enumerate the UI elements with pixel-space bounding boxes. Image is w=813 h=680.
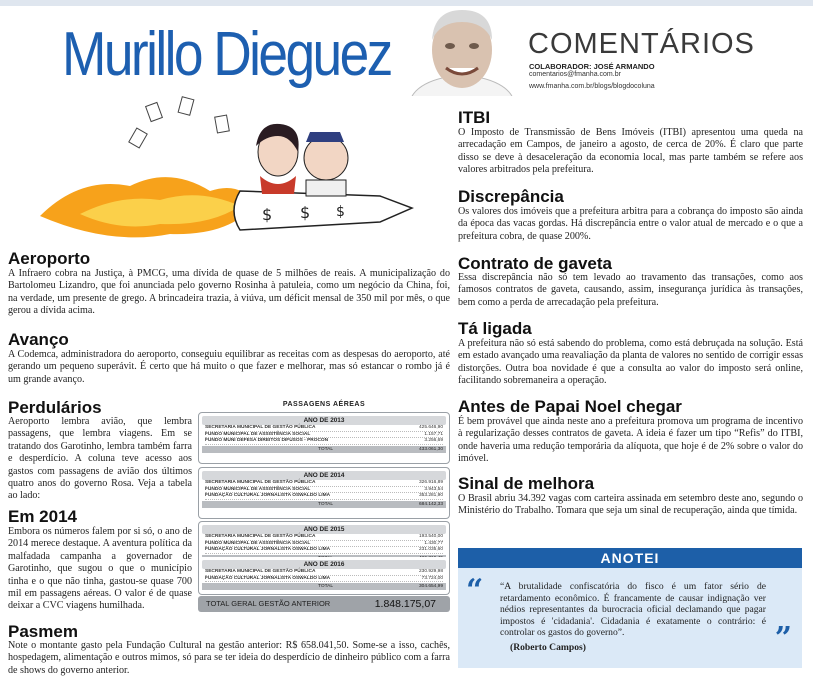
row-value: 1.157,71	[424, 431, 443, 437]
body-itbi: O Imposto de Transmissão de Bens Imóveis (ITBI) apresentou uma queda na arrecadação em Campos, de janeiro a agosto, de cerca de 20%. É claro que parte disso se deve à desaceleração da economia local, mas parte também se refere aos valores arbitrados pela prefeitura.	[458, 127, 803, 176]
grand-total-value: 1.848.175,07	[374, 598, 436, 610]
row-label: FUNDO MUNICIPAL DE ASSISTÊNCIA SOCIAL	[205, 540, 311, 546]
total-value: 433.061,30	[418, 447, 443, 453]
heading-discrepancia: Discrepância	[458, 187, 564, 206]
row-value: 193.540,00	[418, 534, 443, 539]
section-title: COMENTÁRIOS	[528, 28, 755, 60]
row-value: 230.929,98	[418, 569, 443, 574]
year-label: ANO DE 2013	[202, 416, 446, 425]
body-perdularios: Aeroporto lembra avião, que lembra passagens, que lembra viagens. Em se tratando dos Garotinho, lembra também farra e desperdício. A coluna teve acesso aos gastos com passagens de avião dos últimos quatro anos do governo Rosa. Veja a tabela ao lado:	[8, 416, 192, 502]
quote-author: (Roberto Campos)	[510, 642, 586, 653]
heading-contrato-de-gaveta: Contrato de gaveta	[458, 254, 612, 273]
year-label: ANO DE 2015	[202, 525, 446, 534]
body-avanco: A Codemca, administradora do aeroporto, conseguiu equilibrar as receitas com as despesas do aeroporto, até gerando um pequeno superávit. É certo que há muito o que fazer e melhorar, mas só estancar o rombo já é um grande avanço.	[8, 349, 450, 385]
heading-itbi: ITBI	[458, 108, 491, 127]
body-pasmem: Note o montante gasto pela Fundação Cultural na gestão anterior: R$ 658.041,50. Some-se a isso, cachês, hospedagem, alimentação e outros mimos, só para se ter ideia do desperdício de dinheiro público com a farra de shows do governo anterior.	[8, 640, 450, 676]
table-row	[205, 438, 443, 445]
row-label: SECRETARIA MUNICIPAL DE GESTÃO PÚBLICA	[205, 534, 316, 539]
anotei-title: ANOTEI	[458, 548, 802, 568]
blog-url[interactable]: www.fmanha.com.br/blogs/blogdocoluna	[529, 83, 655, 90]
anotei-quote-box	[458, 548, 802, 668]
table-row	[205, 425, 443, 432]
columnist-name: Murillo Dieguez	[62, 20, 391, 89]
year-block-2013	[198, 412, 450, 464]
row-value: 425.646,90	[418, 425, 443, 430]
row-label: FUNDAÇÃO CULTURAL JORNALISTA OSWALDO LIMA	[205, 493, 331, 499]
body-em2014: Embora os números falem por si só, o ano de 2014 merece destaque. A aventura política da malfadada campanha a governador de Garotinho, que sugou o que o município tinha e o que não tinha, gastou-se quase 700 mil em passagens aéreas. O valor é de quase deixar a CVC viagens humilhada.	[8, 526, 192, 612]
total-value: 304.654,99	[418, 584, 443, 590]
row-label: FUNDO MUNI DEFESA DIREITOS DIFUSOS - PROCON	[205, 438, 329, 444]
table-row	[205, 493, 443, 500]
year-total	[202, 446, 446, 453]
body-contrato-de-gaveta: Essa discrepância não só tem levado ao travamento das transações, como aos famosos contratos de gaveta, causando, assim, insegurança jurídica às transações, bem como a perda de arrecadação pela prefeitura.	[458, 272, 803, 308]
grand-total-label: TOTAL GERAL GESTÃO ANTERIOR	[206, 599, 331, 608]
body-discrepancia: Os valores dos imóveis que a prefeitura arbitra para a cobrança do imposto são ainda da época das vacas gordas. Há discrepância entre o valor atual de mercado e o que a prefeitura cobra, de quase 200%.	[458, 206, 803, 242]
heading-pasmem: Pasmem	[8, 622, 78, 641]
row-label: FUNDAÇÃO CULTURAL JORNALISTA OSWALDO LIMA	[205, 547, 331, 553]
row-label: FUNDAÇÃO CULTURAL JORNALISTA OSWALDO LIMA	[205, 575, 331, 581]
row-value: 1.430,77	[424, 540, 443, 546]
heading-avanco: Avanço	[8, 330, 69, 349]
body-antes-de-papai-noel: É bem provável que ainda neste ano a prefeitura promova um programa de incentivo à regularização desses contratos de gaveta. A ideia é fazer um tipo “Refis” do ITBI, onde haveria uma redução temporária da alíquota, que hoje é de 2% sobre o valor do imóvel.	[458, 416, 803, 465]
total-label: TOTAL	[318, 584, 334, 590]
heading-aeroporto: Aeroporto	[8, 249, 91, 268]
year-total	[202, 501, 446, 508]
year-label: ANO DE 2016	[202, 560, 446, 569]
row-value: 73.724,00	[421, 575, 443, 581]
table-row	[205, 569, 443, 576]
contact-email[interactable]: comentarios@fmanha.com.br	[529, 71, 621, 78]
row-value: 353.281,90	[418, 493, 443, 499]
table-title: PASSAGENS AÉREAS	[282, 401, 366, 408]
passagens-aereas-table	[198, 399, 450, 613]
quote-text: “A brutalidade confiscatória do fisco é um fator sério de retardamento econômico. É francamente de causar indignação ver nédios representantes da burocracia oficial declamando que pagar impostos é 'cidadania'. Cidadania é exatamente o contrário: é controlar os gastos do governo”.	[500, 581, 766, 639]
year-total	[202, 583, 446, 590]
table-row	[205, 547, 443, 554]
close-quote-icon: ”	[774, 621, 792, 656]
row-value: 3.256,69	[424, 438, 443, 444]
row-label: FUNDO MUNICIPAL DE ASSISTÊNCIA SOCIAL	[205, 431, 311, 437]
row-value: 231.035,60	[418, 547, 443, 553]
body-sinal-de-melhora: O Brasil abriu 34.392 vagas com carteira assinada em setembro deste ano, segundo o Ministério do Trabalho. Tomara que seja um sinal de recuperação, ainda que tímida.	[458, 493, 803, 517]
year-label: ANO DE 2014	[202, 471, 446, 480]
collaborator-credit: COLABORADOR: JOSÉ ARMANDO	[529, 62, 655, 71]
heading-perdularios: Perdulários	[8, 398, 102, 417]
row-value: 326.916,89	[418, 480, 443, 485]
body-aeroporto: A Infraero cobra na Justiça, à PMCG, uma dívida de quase de 5 milhões de reais. A municipalização do Bartolomeu Lizandro, que foi anunciada pelo governo Rosinha à patuleia, como um negócio da China, foi, na verdade, um presente de grego. A brincadeira trazia, à viúva, um déficit mensal de 350 mil por mês, o que gerou a dívida acima.	[8, 268, 450, 317]
row-label: SECRETARIA MUNICIPAL DE GESTÃO PÚBLICA	[205, 425, 316, 430]
grand-total-bar	[198, 596, 450, 612]
heading-em2014: Em 2014	[8, 507, 77, 526]
table-row	[205, 576, 443, 583]
row-value: 3.943,54	[424, 486, 443, 492]
row-label: SECRETARIA MUNICIPAL DE GESTÃO PÚBLICA	[205, 480, 316, 485]
total-label: TOTAL	[318, 502, 334, 508]
year-block-2014	[198, 467, 450, 519]
total-value: 684.142,33	[418, 502, 443, 508]
heading-sinal-de-melhora: Sinal de melhora	[458, 474, 595, 493]
columnist-portrait	[404, 6, 522, 96]
heading-antes-de-papai-noel: Antes de Papai Noel chegar	[458, 397, 682, 416]
total-label: TOTAL	[318, 447, 334, 453]
table-row	[205, 534, 443, 541]
heading-ta-ligada: Tá ligada	[458, 319, 532, 338]
body-ta-ligada: A prefeitura não só está sabendo do problema, como está debruçada na solução. Está em estado avançado uma reavaliação da planta de valores no sentido de corrigir essas distorções. Outra boa novidade é que a consulta ao valor do imposto será online, facilitando sobremaneira a operação.	[458, 338, 804, 387]
svg-text:$: $	[262, 205, 273, 224]
table-row	[205, 480, 443, 487]
svg-text:$: $	[336, 204, 345, 220]
open-quote-icon: “	[466, 573, 484, 608]
svg-text:$: $	[300, 203, 311, 222]
year-block-2016	[198, 557, 450, 595]
row-label: SECRETARIA MUNICIPAL DE GESTÃO PÚBLICA	[205, 569, 316, 574]
row-label: FUNDO MUNICIPAL DE ASSISTÊNCIA SOCIAL	[205, 486, 311, 492]
masthead	[0, 6, 813, 94]
rocket-cartoon-illustration	[40, 96, 440, 246]
